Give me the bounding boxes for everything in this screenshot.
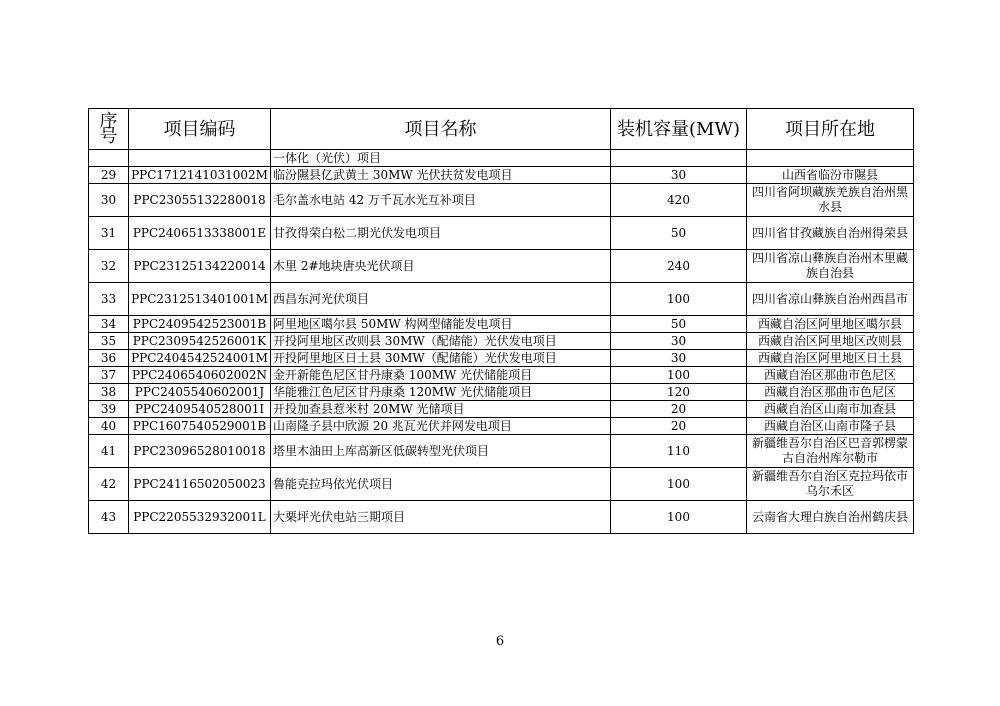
table-row xyxy=(89,435,914,468)
table-row xyxy=(89,184,914,217)
cell-capacity: 30 xyxy=(611,333,747,350)
table-row xyxy=(89,384,914,401)
cell-code: PPC2205532932001L xyxy=(129,501,271,534)
cell-code: PPC2409540528001I xyxy=(129,401,271,418)
cell-serial: 30 xyxy=(89,184,129,217)
cell-capacity xyxy=(611,150,747,167)
cell-name: 一体化（光伏）项目 xyxy=(271,150,611,167)
cell-location: 云南省大理白族自治州鹤庆县 xyxy=(747,501,914,534)
cell-capacity: 100 xyxy=(611,283,747,316)
cell-code: PPC2309542526001K xyxy=(129,333,271,350)
cell-capacity: 110 xyxy=(611,435,747,468)
cell-name: 毛尔盖水电站 42 万千瓦水光互补项目 xyxy=(271,184,611,217)
cell-location: 西藏自治区阿里地区噶尔县 xyxy=(747,316,914,333)
table-row xyxy=(89,468,914,501)
cell-code: PPC23096528010018 xyxy=(129,435,271,468)
header-location: 项目所在地 xyxy=(747,109,914,150)
cell-location: 西藏自治区山南市隆子县 xyxy=(747,418,914,435)
cell-location: 西藏自治区那曲市色尼区 xyxy=(747,384,914,401)
cell-code xyxy=(129,150,271,167)
cell-serial: 29 xyxy=(89,167,129,184)
cell-serial: 35 xyxy=(89,333,129,350)
header-name: 项目名称 xyxy=(271,109,611,150)
cell-location: 四川省阿坝藏族羌族自治州黑水县 xyxy=(747,184,914,217)
cell-name: 大栗坪光伏电站三期项目 xyxy=(271,501,611,534)
cell-capacity: 100 xyxy=(611,468,747,501)
cell-name: 华能雅江色尼区甘丹康桑 120MW 光伏储能项目 xyxy=(271,384,611,401)
cell-location xyxy=(747,150,914,167)
cell-serial: 31 xyxy=(89,217,129,250)
table-row xyxy=(89,217,914,250)
table-row xyxy=(89,350,914,367)
page-number: 6 xyxy=(495,634,505,649)
cell-capacity: 420 xyxy=(611,184,747,217)
table-row xyxy=(89,367,914,384)
cell-name: 临汾隰县亿武黄土 30MW 光伏扶贫发电项目 xyxy=(271,167,611,184)
cell-capacity: 100 xyxy=(611,501,747,534)
cell-serial: 38 xyxy=(89,384,129,401)
cell-serial: 42 xyxy=(89,468,129,501)
header-serial: 序号 xyxy=(89,109,129,150)
cell-capacity: 20 xyxy=(611,418,747,435)
table-header-row xyxy=(89,109,914,150)
cell-serial: 32 xyxy=(89,250,129,283)
header-capacity: 装机容量(MW) xyxy=(611,109,747,150)
cell-name: 开投阿里地区日土县 30MW（配储能）光伏发电项目 xyxy=(271,350,611,367)
cell-name: 塔里木油田上库高新区低碳转型光伏项目 xyxy=(271,435,611,468)
cell-name: 木里 2#地块唐央光伏项目 xyxy=(271,250,611,283)
cell-location: 四川省凉山彝族自治州木里藏族自治县 xyxy=(747,250,914,283)
cell-serial: 39 xyxy=(89,401,129,418)
table-row xyxy=(89,401,914,418)
cell-capacity: 50 xyxy=(611,316,747,333)
cell-name: 开投阿里地区改则县 30MW（配储能）光伏发电项目 xyxy=(271,333,611,350)
cell-capacity: 20 xyxy=(611,401,747,418)
cell-location: 四川省凉山彝族自治州西昌市 xyxy=(747,283,914,316)
cell-code: PPC23125134220014 xyxy=(129,250,271,283)
cell-code: PPC2405540602001J xyxy=(129,384,271,401)
table-row xyxy=(89,333,914,350)
cell-location: 西藏自治区山南市加查县 xyxy=(747,401,914,418)
cell-code: PPC2406513338001E xyxy=(129,217,271,250)
cell-code: PPC2409542523001B xyxy=(129,316,271,333)
cell-serial: 34 xyxy=(89,316,129,333)
continuation-row xyxy=(89,150,914,167)
cell-serial xyxy=(89,150,129,167)
cell-capacity: 240 xyxy=(611,250,747,283)
cell-location: 山西省临汾市隰县 xyxy=(747,167,914,184)
cell-name: 金开新能色尼区甘丹康桑 100MW 光伏储能项目 xyxy=(271,367,611,384)
cell-location: 西藏自治区阿里地区日土县 xyxy=(747,350,914,367)
cell-location: 新疆维吾尔自治区克拉玛依市乌尔禾区 xyxy=(747,468,914,501)
table-row xyxy=(89,418,914,435)
cell-capacity: 120 xyxy=(611,384,747,401)
cell-capacity: 30 xyxy=(611,167,747,184)
cell-code: PPC1712141031002M xyxy=(129,167,271,184)
cell-serial: 41 xyxy=(89,435,129,468)
table-row xyxy=(89,501,914,534)
cell-serial: 33 xyxy=(89,283,129,316)
cell-name: 阿里地区噶尔县 50MW 构网型储能发电项目 xyxy=(271,316,611,333)
cell-name: 开投加查县惹米村 20MW 光储项目 xyxy=(271,401,611,418)
cell-code: PPC2312513401001M xyxy=(129,283,271,316)
cell-location: 四川省甘孜藏族自治州得荣县 xyxy=(747,217,914,250)
cell-capacity: 50 xyxy=(611,217,747,250)
cell-name: 西昌东河光伏项目 xyxy=(271,283,611,316)
cell-name: 鲁能克拉玛依光伏项目 xyxy=(271,468,611,501)
cell-name: 山南隆子县中欣源 20 兆瓦光伏并网发电项目 xyxy=(271,418,611,435)
cell-location: 新疆维吾尔自治区巴音郭楞蒙古自治州库尔勒市 xyxy=(747,435,914,468)
cell-serial: 40 xyxy=(89,418,129,435)
cell-code: PPC2406540602002N xyxy=(129,367,271,384)
cell-capacity: 30 xyxy=(611,350,747,367)
cell-serial: 36 xyxy=(89,350,129,367)
cell-location: 西藏自治区阿里地区改则县 xyxy=(747,333,914,350)
table-row xyxy=(89,250,914,283)
cell-serial: 43 xyxy=(89,501,129,534)
table-row xyxy=(89,167,914,184)
cell-location: 西藏自治区那曲市色尼区 xyxy=(747,367,914,384)
cell-code: PPC2404542524001M xyxy=(129,350,271,367)
table-row xyxy=(89,283,914,316)
cell-code: PPC1607540529001B xyxy=(129,418,271,435)
cell-serial: 37 xyxy=(89,367,129,384)
cell-code: PPC2305513228001​8 xyxy=(129,184,271,217)
project-table xyxy=(88,108,914,534)
table-row xyxy=(89,316,914,333)
cell-code: PPC24116502050023 xyxy=(129,468,271,501)
cell-capacity: 100 xyxy=(611,367,747,384)
header-code: 项目编码 xyxy=(129,109,271,150)
cell-name: 甘孜得荣白松二期光伏发电项目 xyxy=(271,217,611,250)
